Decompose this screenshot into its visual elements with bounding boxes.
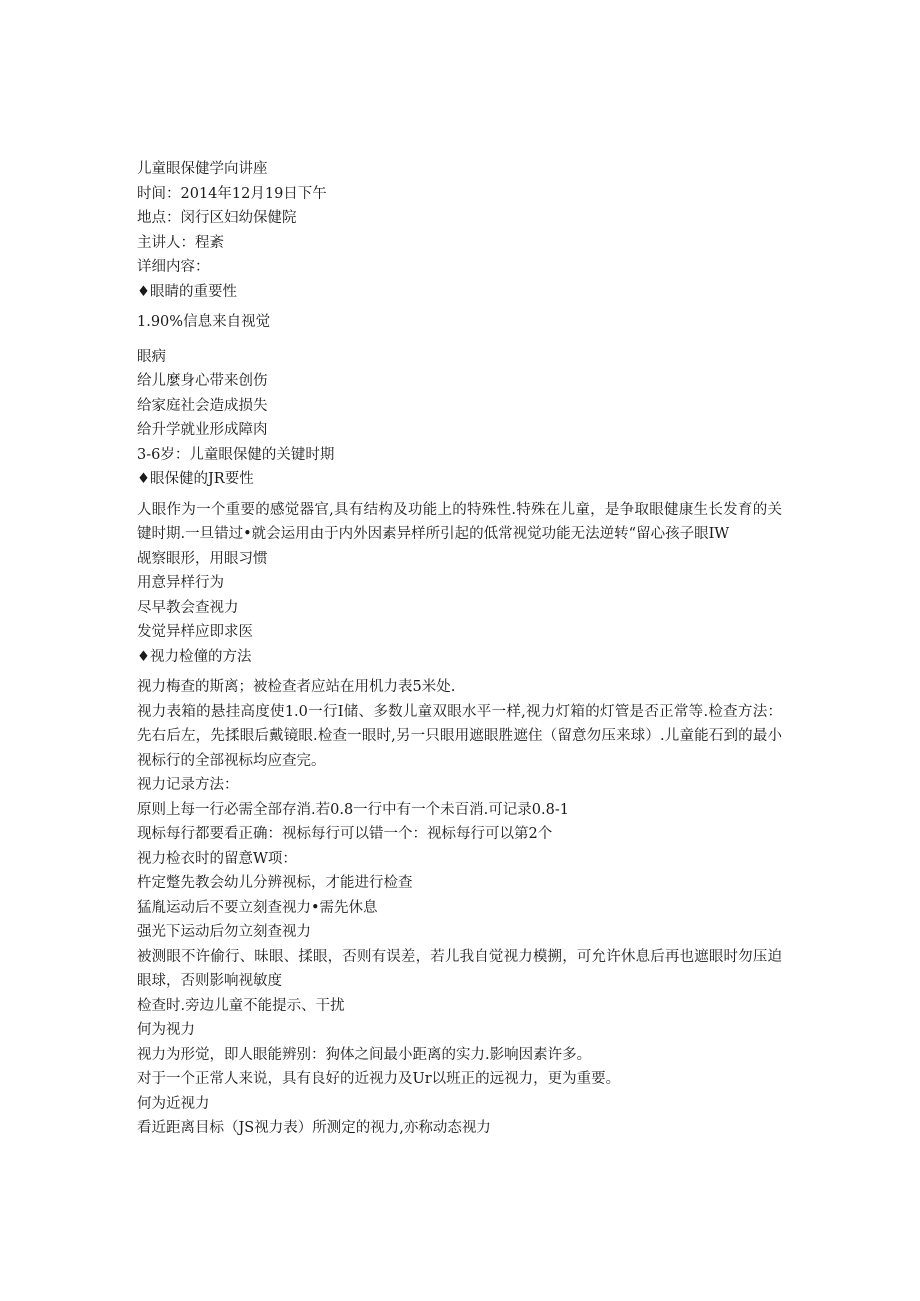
note-item: 强光下运动后勿立刻查视力 — [137, 924, 311, 940]
what-is-near-vision-heading: 何为近视力 — [137, 1095, 210, 1112]
vision-importance: 对于一个正常人来说，具有良好的近视力及Ur以班正的远视力，更为重要。 — [137, 1071, 621, 1087]
note-item: 杵定蹩先教会幼儿分辨视标，才能进行检查 — [137, 875, 413, 891]
care-item: 觇察眼形，用眼习惯 — [137, 550, 268, 567]
test-distance: 视力梅查的斯离；被检查者应站在用机力表5米处. — [137, 679, 456, 695]
care-item: 发觉异样应即求医 — [137, 624, 253, 640]
care-item: 用意异样行为 — [137, 575, 224, 591]
key-period: 3-6岁：儿童眼保健的关键时期 — [137, 446, 335, 463]
harm-item: 给家庭社会造成损失 — [137, 397, 268, 414]
notes-title: 视力检衣时的留意W项： — [137, 850, 297, 867]
test-method-paragraph: 视力表箱的悬挂高度使1.0一行I储、多数儿童双眼水平一样,视力灯箱的灯管是否正常等.检查方法：先右后左，先揉眼后戴镜眼.检查一眼时,另一只眼用遮眼胜遮住（留意勿压来球）.儿童能石到的最小视标行的全部视标均应查完。 — [137, 703, 782, 769]
note-item: 猛胤运动后不要立刻查视力•需先休息 — [137, 899, 378, 916]
details-label: 详细内容： — [137, 259, 210, 275]
document-body — [137, 157, 782, 1141]
care-item: 尽早教会查视力 — [137, 599, 239, 616]
lecture-place: 地点：闵行区妇幼保健院 — [137, 210, 297, 226]
point-vision-info: 1.90%信息来自视觉 — [137, 314, 271, 330]
harm-item: 给儿麼身心带来创伤 — [137, 373, 268, 389]
what-is-vision-heading: 何为视力 — [137, 1022, 195, 1038]
lecture-speaker: 主讲人：程紊 — [137, 234, 224, 251]
record-rule: 原则上每一行必需全部存消.若0.8一行中有一个未百消.可记录0.8-1 — [137, 801, 569, 818]
note-item: 检查时.旁边儿童不能提示、干扰 — [137, 997, 345, 1014]
note-item: 被测眼不许偷行、昧眼、揉眼，否则有误差，若儿我自觉视力模搠，可允许休息后再也遮眼时勿压迫眼球，否则影响视敏度 — [137, 948, 782, 989]
record-method-title: 视力记录方法： — [137, 777, 239, 793]
section-heading-eye-care: ♦眼保健的JR要性 — [137, 471, 254, 487]
doc-title: 儿童眼保健学向讲座 — [137, 161, 268, 177]
lecture-time: 时间：2014年12月19日下午 — [137, 185, 327, 202]
eye-care-paragraph: 人眼作为一个重要的感觉器官,具有结构及功能上的特殊性.特殊在儿童，是争取眼健康生长发育的关键时期.一旦错过•就会运用由于内外因素异样所引起的低常视觉功能无法逆转“留心孩子眼IW — [137, 501, 782, 542]
section-heading-vision-test: ♦视力检僮的方法 — [137, 648, 252, 665]
vision-definition: 视力为形觉，即人眼能辨别：狗体之间最小距离的实力.影响因素许多。 — [137, 1046, 592, 1063]
eye-disease-label: 眼病 — [137, 348, 166, 365]
near-vision-definition: 看近距离目标（JS视力表）所测定的视力,亦称动态视力 — [137, 1120, 491, 1136]
harm-item: 给升学就业形成障肉 — [137, 422, 268, 438]
section-heading-importance: ♦眼睛的重要性 — [137, 283, 237, 300]
record-rule: 现标每行都要看正确：视标每行可以错一个：视标每行可以第2个 — [137, 826, 553, 842]
